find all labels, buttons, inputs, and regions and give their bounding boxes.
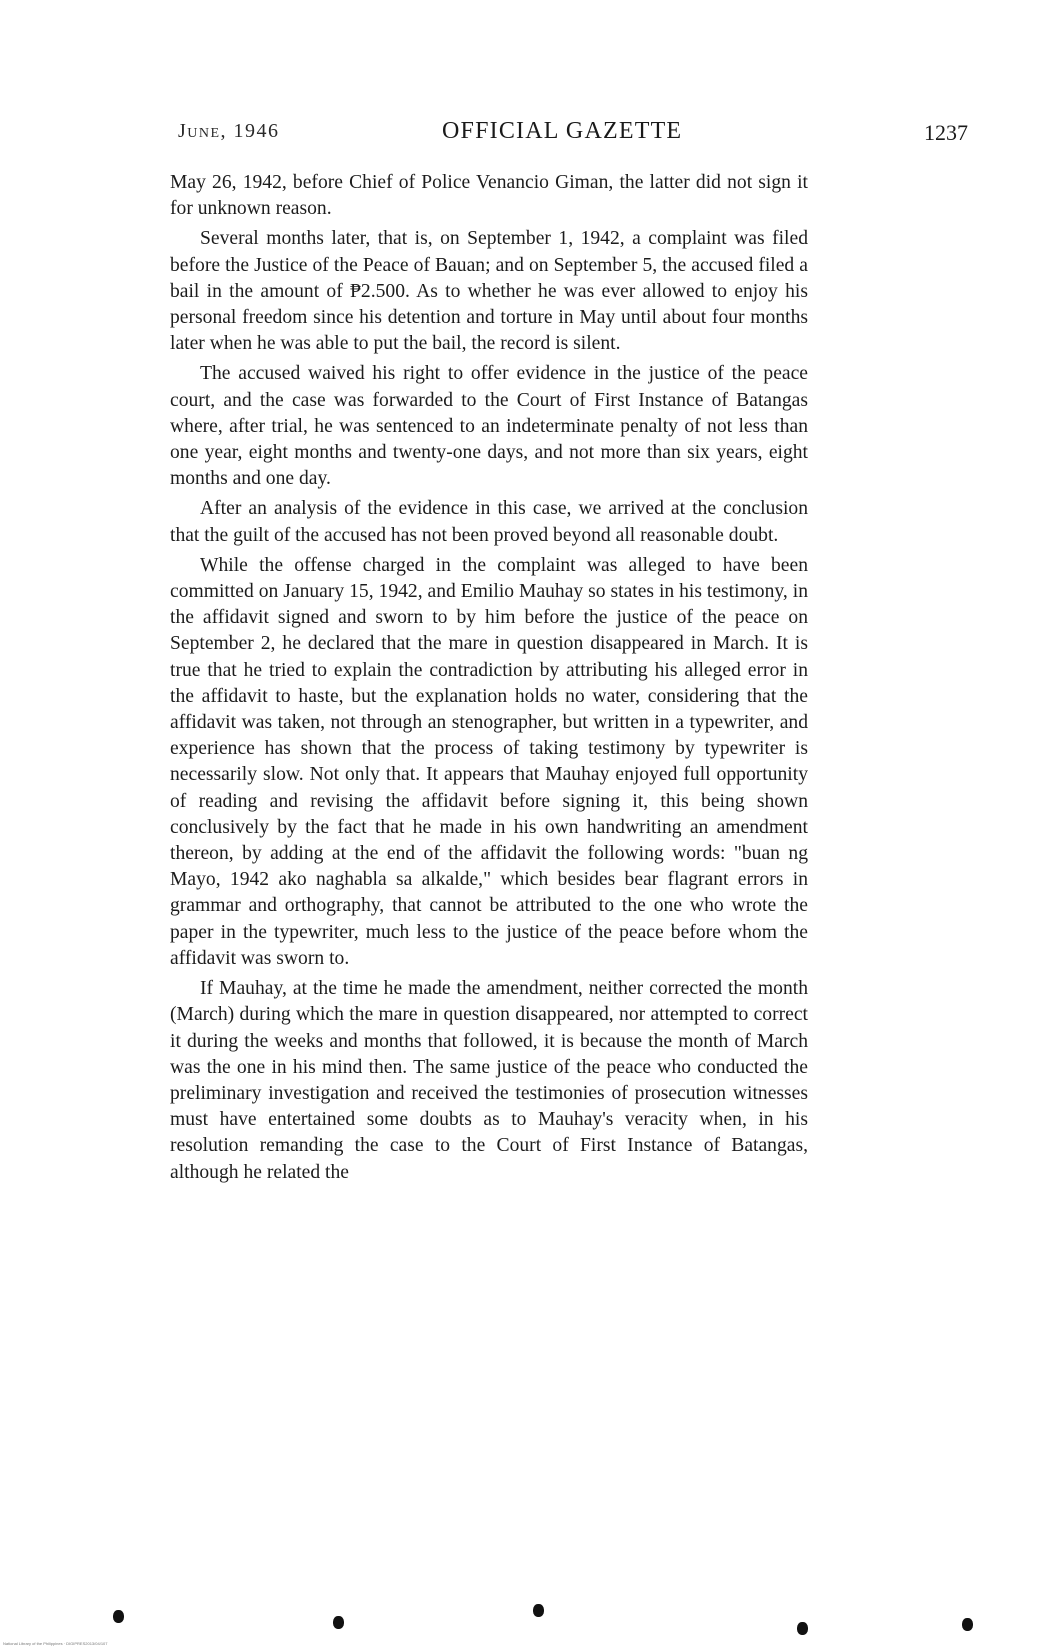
scan-marks	[0, 1600, 1060, 1640]
paragraph-affidavit-contradiction: While the offense charged in the complaint was alleged to have been committed on January 15, 1942, and Emilio Mauhay so states in his testimony, in the affidavit signed and sworn to by him before the justice of the peace on September 2, he declared that the mare in question disappeared in March. It is true that he tried to explain the contradiction by attributing his alleged error in the affidavit to haste, but the explanation holds no water, considering that the affidavit was taken, not through an stenographer, but written in a typewriter, and experience has shown that the process of taking testimony by typewriter is necessarily slow. Not only that. It appears that Mauhay enjoyed full opportunity of reading and revising the affidavit before signing it, this being shown conclusively by the fact that he made in his own handwriting an amendment thereon, by adding at the end of the affidavit the following words: "buan ng Mayo, 1942 ako naghabla sa alkalde," which besides bear flagrant errors in grammar and orthography, that cannot be attributed to the one who wrote the paper in the typewriter, much less to the justice of the peace before whom the affidavit was sworn to.	[170, 554, 808, 969]
scan-dot	[533, 1604, 544, 1617]
scan-dot	[333, 1616, 344, 1629]
scan-imprint: National Library of the Philippines · DIGIPRES2013/04/107	[3, 1641, 108, 1646]
page-header	[178, 118, 968, 154]
scan-dot	[962, 1618, 973, 1631]
paragraph-amendment: If Mauhay, at the time he made the amendment, neither corrected the month (March) during which the mare in question disappeared, nor attempted to correct it during the weeks and months that followed, it is because the month of March was the one in his mind then. The same justice of the peace who conducted the preliminary investigation and received the testimonies of prosecution witnesses must have entertained some doubts as to Mauhay's veracity when, in his resolution remanding the case to the Court of First Instance of Batangas, although he related the	[170, 978, 808, 1183]
scan-dot	[113, 1610, 124, 1623]
paragraph-complaint-filed: Several months later, that is, on September 1, 1942, a complaint was filed before the Justice of the Peace of Bauan; and on September 5, the accused filed a bail in the amount of ₱2.500. As to whether he was ever allowed to enjoy his personal freedom since his detention and torture in May until about four months later when he was able to put the bail, the record is silent.	[170, 228, 808, 355]
paragraph-continuation: May 26, 1942, before Chief of Police Venancio Giman, the latter did not sign it for unknown reason.	[170, 172, 808, 220]
issue-date: June, 1946	[178, 120, 280, 142]
publication-title: OFFICIAL GAZETTE	[442, 118, 683, 144]
body-text	[170, 170, 808, 1190]
page-number: 1237	[924, 120, 968, 145]
paragraph-sentence: The accused waived his right to offer evidence in the justice of the peace court, and the case was forwarded to the Court of First Instance of Batangas where, after trial, he was sentenced to an indeterminate penalty of not less than one year, eight months and twenty-one days, and not more than six years, eight months and one day.	[170, 363, 808, 490]
scan-dot	[797, 1622, 808, 1635]
paragraph-conclusion: After an analysis of the evidence in this case, we arrived at the conclusion that the guilt of the accused has not been proved beyond all reasonable doubt.	[170, 498, 808, 546]
